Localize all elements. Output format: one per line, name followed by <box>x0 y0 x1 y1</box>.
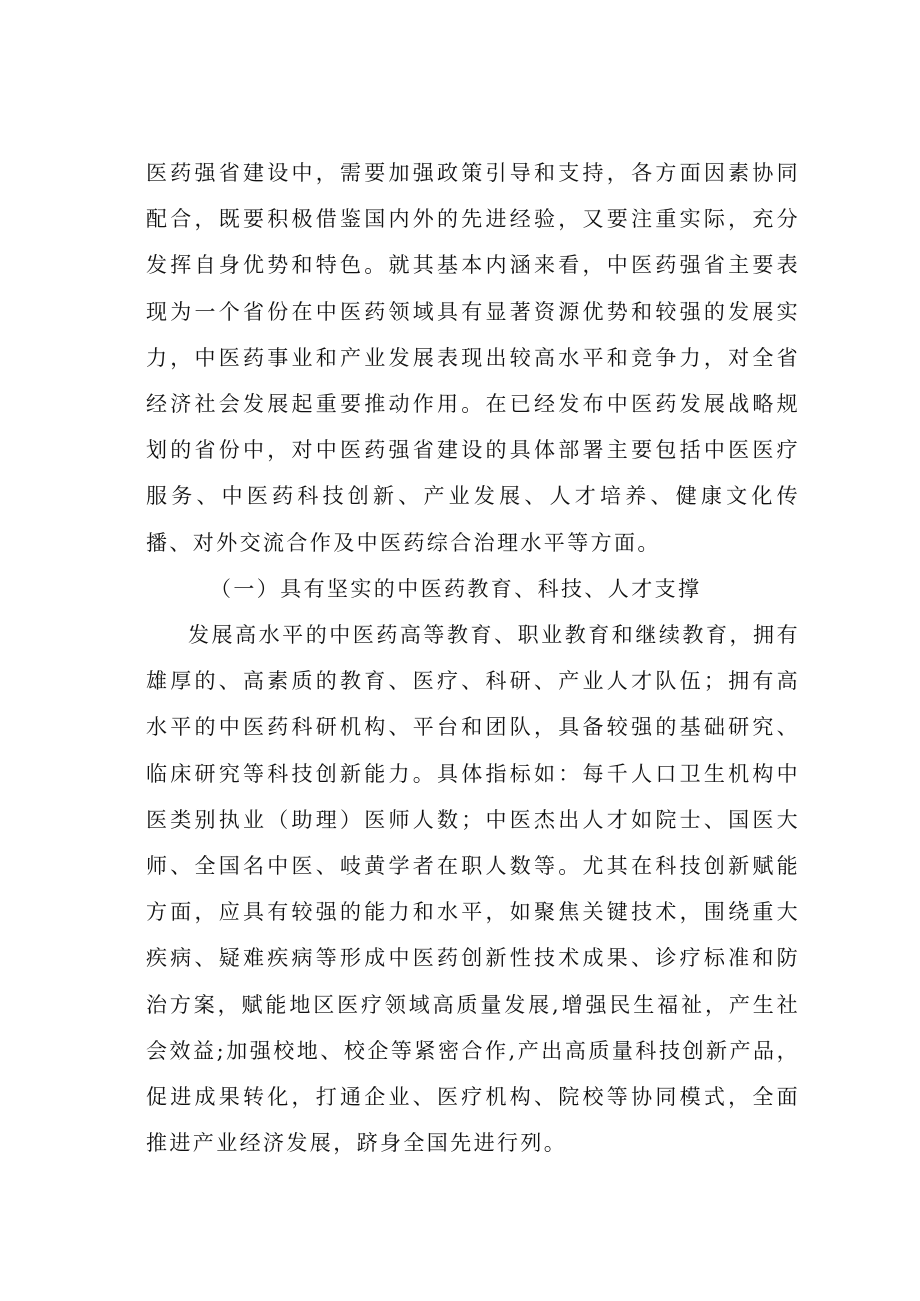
document-body <box>146 150 800 1166</box>
body-paragraph-continued: 医药强省建设中，需要加强政策引导和支持，各方面因素协同配合，既要积极借鉴国内外的先进经验，又要注重实际，充分发挥自身优势和特色。就其基本内涵来看，中医药强省主要表现为一个省份在中医药领域具有显著资源优势和较强的发展实力，中医药事业和产业发展表现出较高水平和竞争力，对全省经济社会发展起重要推动作用。在已经发布中医药发展战略规划的省份中，对中医药强省建设的具体部署主要包括中医医疗服务、中医药科技创新、产业发展、人才培养、健康文化传播、对外交流合作及中医药综合治理水平等方面。 <box>146 161 800 555</box>
section-heading: （一）具有坚实的中医药教育、科技、人才支撑 <box>210 576 702 601</box>
body-paragraph: 发展高水平的中医药高等教育、职业教育和继续教育，拥有雄厚的、高素质的教育、医疗、科研、产业人才队伍；拥有高水平的中医药科研机构、平台和团队，具备较强的基础研究、临床研究等科技创新能力。具体指标如：每千人口卫生机构中医类别执业（助理）医师人数；中医杰出人才如院士、国医大师、全国名中医、岐黄学者在职人数等。尤其在科技创新赋能方面，应具有较强的能力和水平，如聚焦关键技术，围绕重大疾病、疑难疾病等形成中医药创新性技术成果、诊疗标准和防治方案，赋能地区医疗领域高质量发展,增强民生福祉，产生社会效益;加强校地、校企等紧密合作,产出高质量科技创新产品，促进成果转化，打通企业、医疗机构、院校等协同模式，全面推进产业经济发展，跻身全国先进行列。 <box>146 623 800 1156</box>
